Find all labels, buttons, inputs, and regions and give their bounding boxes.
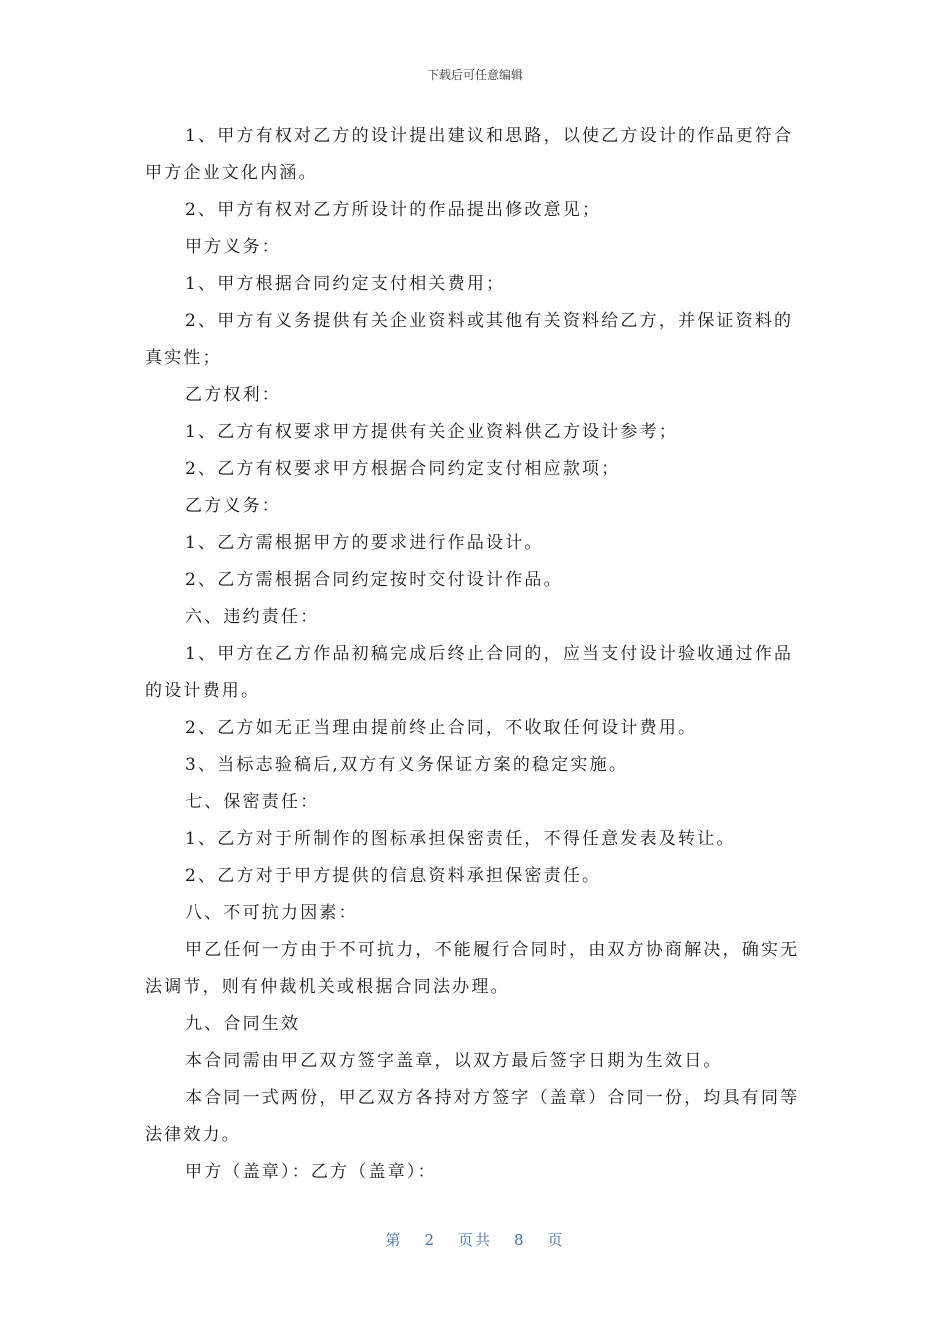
section-heading: 乙方权利： [185, 385, 281, 405]
paragraph: 2、乙方如无正当理由提前终止合同，不收取任何设计费用。 [185, 718, 698, 738]
paragraph: 2、甲方有权对乙方所设计的作品提出修改意见； [185, 200, 602, 220]
paragraph: 1、甲方有权对乙方的设计提出建议和思路，以使乙方设计的作品更符合甲方企业文化内涵。 [145, 126, 794, 183]
section-heading: 七、保密责任： [185, 792, 320, 812]
paragraph: 1、甲方根据合同约定支付相关费用； [185, 274, 506, 294]
section-heading: 甲方义务： [185, 237, 281, 257]
footer-suffix: 页 [547, 1231, 565, 1249]
paragraph: 2、乙方有权要求甲方根据合同约定支付相应款项； [185, 459, 621, 479]
paragraph: 3、当标志验稿后,双方有义务保证方案的稳定实施。 [185, 755, 629, 775]
footer-prefix: 第 [385, 1231, 403, 1249]
footer-page-number: 2 [424, 1231, 436, 1249]
paragraph: 2、甲方有义务提供有关企业资料或其他有关资料给乙方，并保证资料的真实性； [145, 311, 794, 368]
paragraph: 2、乙方对于甲方提供的信息资料承担保密责任。 [185, 866, 602, 886]
footer-middle: 页共 [457, 1231, 492, 1249]
paragraph: 甲乙任何一方由于不可抗力，不能履行合同时，由双方协商解决，确实无法调节，则有仲裁机关或根据合同法办理。 [145, 940, 800, 997]
paragraph: 1、甲方在乙方作品初稿完成后终止合同的，应当支付设计验收通过作品的设计费用。 [145, 644, 794, 701]
document-body [145, 118, 810, 1191]
paragraph: 1、乙方有权要求甲方提供有关企业资料供乙方设计参考； [185, 422, 679, 442]
paragraph: 本合同一式两份，甲乙双方各持对方签字（盖章）合同一份，均具有同等法律效力。 [145, 1088, 800, 1145]
footer-total-pages: 8 [514, 1231, 526, 1249]
section-heading: 乙方义务： [185, 496, 281, 516]
signature-line: 甲方（盖章）：乙方（盖章）： [185, 1162, 437, 1182]
paragraph: 1、乙方需根据甲方的要求进行作品设计。 [185, 533, 544, 553]
section-heading: 九、合同生效 [185, 1014, 301, 1034]
paragraph: 2、乙方需根据合同约定按时交付设计作品。 [185, 570, 563, 590]
section-heading: 八、不可抗力因素： [185, 903, 358, 923]
paragraph: 本合同需由甲乙双方签字盖章，以双方最后签字日期为生效日。 [185, 1051, 723, 1071]
paragraph: 1、乙方对于所制作的图标承担保密责任，不得任意发表及转让。 [185, 829, 736, 849]
section-heading: 六、违约责任： [185, 607, 320, 627]
page-header: 下载后可任意编辑 [426, 68, 523, 82]
page-footer [0, 1229, 950, 1250]
